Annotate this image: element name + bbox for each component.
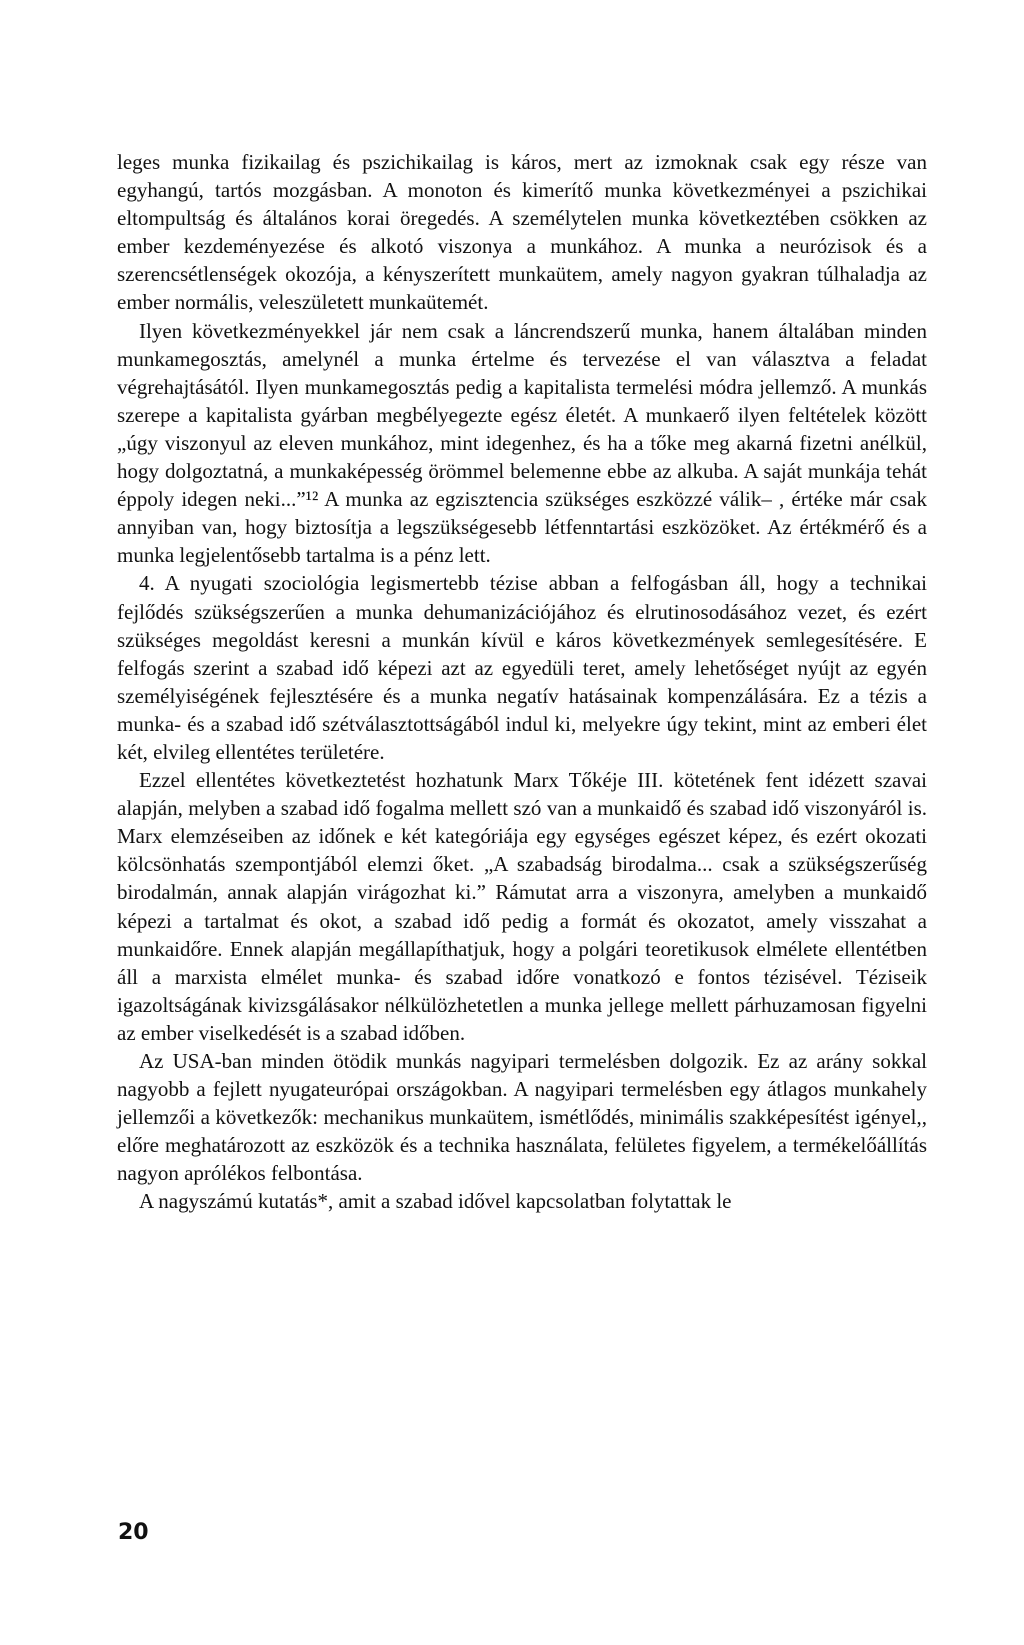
paragraph-5: Az USA-ban minden ötödik munkás nagyipari termelésben dolgozik. Ez az arány sokkal nagyobb a fejlett nyugateurópai országokban. A nagyipari termelésben egy átlagos munkahely jellemzői a következők: mechanikus munkaütem, ismétlődés, minimális szakképesítést igényel,, előre meghatározott az eszközök és a technika használata, felületes figyelem, a termékelőállítás nagyon aprólékos felbontása. [117,1049,927,1186]
paragraph-2: Ilyen következményekkel jár nem csak a láncrendszerű munka, hanem általában minden munkamegosztás, amelynél a munka értelme és tervezése el van választva a feladat végrehajtásától. Ilyen munkamegosztás pedig a kapitalista termelési módra jellemző. A munkás szerepe a kapitalista gyárban megbélyegezte egész életét. A munkaerő ilyen feltételek között „úgy viszonyul az eleven munkához, mint idegenhez, és ha a tőke meg akarná fizetni anélkül, hogy dolgoztatná, a munkaképesség örömmel belemenne ebbe az alkuba. A saját munkája tehát éppoly idegen neki...”¹² A munka az egzisztencia szükséges eszközzé válik– , értéke már csak annyiban van, hogy biztosítja a legszükségesebb létfenntartási eszközöket. Az értékmérő és a munka legjelentősebb tartalma is a pénz lett. [117,318,927,568]
paragraph-4: Ezzel ellentétes következtetést hozhatunk Marx Tőkéje III. kötetének fent idézett szavai alapján, melyben a szabad idő fogalma mellett szó van a munkaidő és szabad idő viszonyáról is. Marx elemzéseiben az időnek e két kategóriája egy egységes egészet képez, és ezért okozati kölcsönhatás szempontjából elemzi őket. „A szabadság birodalma... csak a szükségszerűség birodalmán, annak alapján virágozhat ki.” Rámutat arra a viszonyra, amelyben a munkaidő képezi a tartalmat és okot, a szabad idő pedig a formát és okozatot, amely visszahat a munkaidőre. Ennek alapján megállapíthatjuk, hogy a polgári teoretikusok elmélete ellentétben áll a marxista elmélet munka- és szabad időre vonatkozó e fontos tézisével. Téziseik igazoltságának kivizsgálásakor nélkülözhetetlen a munka jellege mellett párhuzamosan figyelni az ember viselkedését is a szabad időben. [117,768,927,1045]
body-text [117,148,927,1216]
paragraph-1: leges munka fizikailag és pszichikailag is káros, mert az izmoknak csak egy része van egyhangú, tartós mozgásban. A monoton és kimerítő munka következményei a pszichikai eltompultság és általános korai öregedés. A személytelen munka következtében csökken az ember kezdeményezése és alkotó viszonya a munkához. A munka a neurózisok és a szerencsétlenségek okozója, a kényszerített munkaütem, amely nagyon gyakran túlhaladja az ember normális, veleszületett munkaütemét. [117,150,927,315]
paragraph-3: 4. A nyugati szociológia legismertebb tézise abban a felfogásban áll, hogy a technikai fejlődés szükségszerűen a munka dehumanizációjához és elrutinosodásához vezet, és ezért szükséges megoldást keresni a munkán kívül e káros következmények semlegesítésére. E felfogás szerint a szabad idő képezi azt az egyedüli teret, amely lehetőséget nyújt az egyén személyiségének fejlesztésére és a munka negatív hatásainak kompenzálására. Ez a tézis a munka- és a szabad idő szétválasztottságából indul ki, melyekre úgy tekint, mint az emberi élet két, elvileg ellentétes területére. [117,571,927,764]
paragraph-6: A nagyszámú kutatás*, amit a szabad idővel kapcsolatban folytattak le [139,1189,732,1214]
page-number: 20 [118,1520,149,1545]
